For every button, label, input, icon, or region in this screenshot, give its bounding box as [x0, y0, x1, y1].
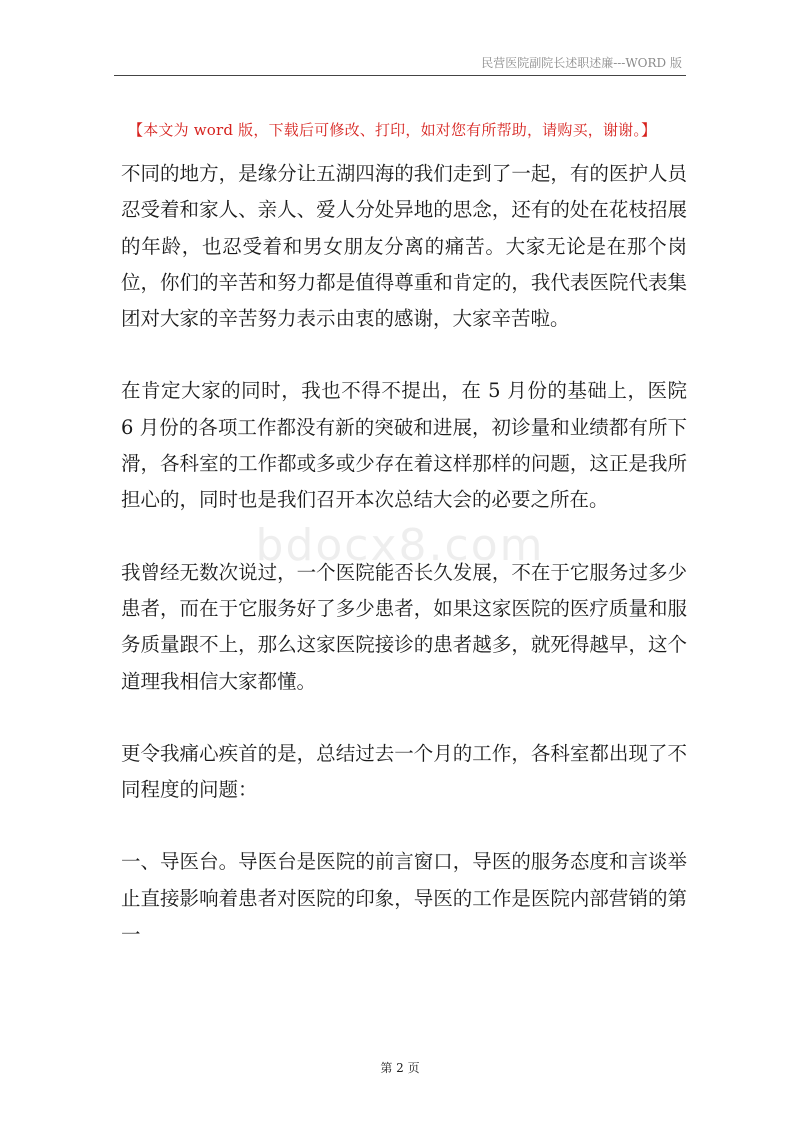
header-divider: [114, 75, 686, 76]
paragraph-3: 我曾经无数次说过，一个医院能否长久发展，不在于它服务过多少患者，而在于它服务好了多少患者，如果这家医院的医疗质量和服务质量跟不上，那么这家医院接诊的患者越多，就死得越早，这个道理我相信大家都懂。: [121, 560, 687, 693]
paragraph-4: 更令我痛心疾首的是，总结过去一个月的工作，各科室都出现了不同程度的问题：: [121, 741, 687, 802]
watermark-text: bdocx8.com: [255, 520, 545, 571]
download-notice: 【本文为 word 版，下载后可修改、打印，如对您有所帮助，请购买，谢谢。】: [128, 121, 657, 139]
paragraph-2: 在肯定大家的同时，我也不得不提出，在 5 月份的基础上，医院 6 月份的各项工作都没有新的突破和进展，初诊量和业绩都有所下滑，各科室的工作都或多或少存在着这样那样的问题，这正是我所担心的，同时也是我们召开本次总结大会的必要之所在。: [121, 379, 687, 512]
page-number: 第 2 页: [380, 1061, 420, 1075]
running-header-title: 民营医院副院长述职述廉---WORD 版: [481, 56, 682, 70]
paragraph-5: 一、导医台。导医台是医院的前言窗口，导医的服务态度和言谈举止直接影响着患者对医院的印象，导医的工作是医院内部营销的第一: [121, 850, 687, 947]
document-body: [121, 156, 687, 953]
paragraph-1: 不同的地方，是缘分让五湖四海的我们走到了一起，有的医护人员忍受着和家人、亲人、爱人分处异地的思念，还有的处在花枝招展的年龄，也忍受着和男女朋友分离的痛苦。大家无论是在那个岗位，你们的辛苦和努力都是值得尊重和肯定的，我代表医院代表集团对大家的辛苦努力表示由衷的感谢，大家辛苦啦。: [121, 162, 687, 331]
